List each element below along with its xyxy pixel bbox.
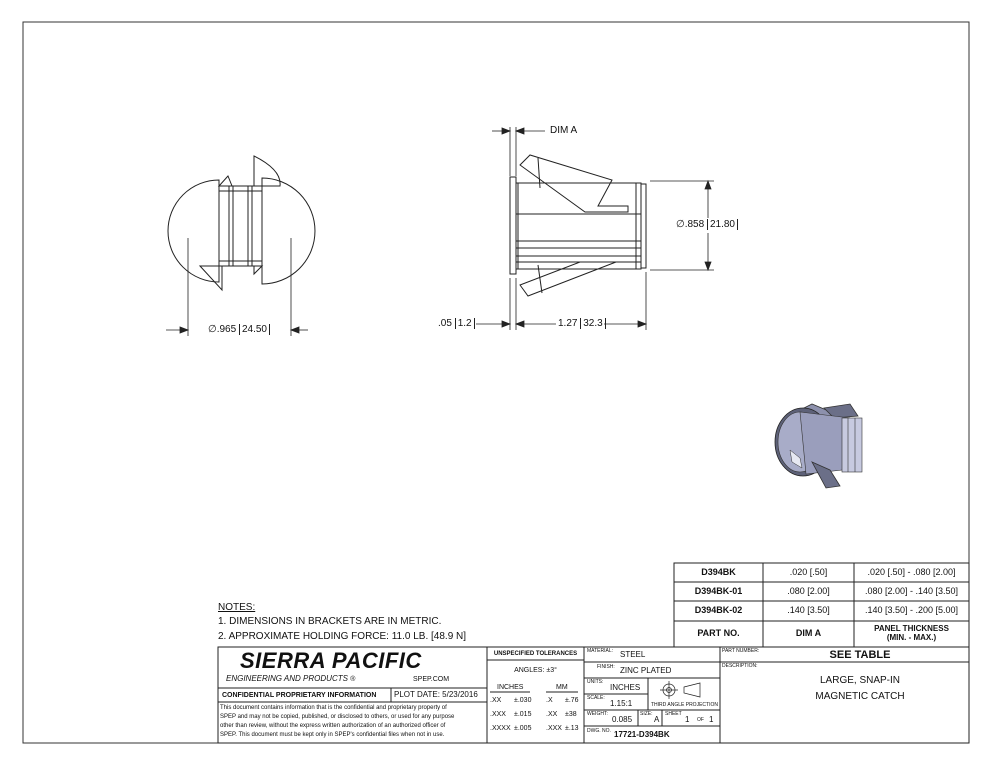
tol-row-3-in-format: .XXXX (490, 725, 511, 732)
tol-row-3-in-value: ±.005 (514, 725, 532, 732)
dim-a-label: DIM A (550, 125, 578, 136)
head-diameter-mm: 24.50 (239, 324, 270, 335)
part-row-2-part: D394BK-01 (694, 586, 743, 596)
tol-row-2-mm-format: .XX (546, 711, 558, 718)
body-diameter-dimension (676, 220, 738, 230)
finish-value: ZINC PLATED (620, 666, 672, 675)
sheet-value: 1 (685, 715, 690, 724)
units-label: UNITS: (587, 679, 604, 685)
company-subtitle (226, 675, 355, 683)
tol-row-1-in-format: .XX (490, 697, 502, 704)
inches-header: INCHES (497, 684, 524, 691)
part-number-value: SEE TABLE (829, 649, 891, 661)
tolerances-title: UNSPECIFIED TOLERANCES (493, 651, 578, 657)
length-inches: 1.27 (558, 318, 578, 329)
part-number-label: PART NUMBER: (722, 648, 760, 654)
diameter-symbol: ∅ (676, 219, 685, 230)
diameter-symbol: ∅ (208, 324, 217, 335)
header-panel-range: (MIN. - MAX.) (886, 633, 937, 642)
part-row-2-panel: .080 [2.00] - .140 [3.50] (864, 586, 959, 596)
sheet-total: 1 (709, 715, 714, 724)
head-diameter-inches: .965 (216, 324, 237, 335)
finish-label: FINISH: (597, 664, 615, 670)
header-dim-a: DIM A (795, 628, 822, 638)
description-line-1: LARGE, SNAP-IN (819, 675, 901, 686)
header-part-no: PART NO. (697, 628, 740, 638)
confidential-line-2: SPEP and may not be copied, published, or disclosed to others, or used for any purpose (220, 714, 455, 720)
head-diameter-dimension (208, 325, 270, 335)
body-diameter-mm: 21.80 (707, 219, 738, 230)
sheet-label: SHEET (665, 711, 682, 717)
plot-date-value: 5/23/2016 (442, 690, 478, 699)
tol-row-3-mm-format: .XXX (546, 725, 562, 732)
length-dimension (558, 319, 606, 329)
note-2: 2. APPROXIMATE HOLDING FORCE: 11.0 LB. [48.9 N] (218, 631, 467, 642)
plot-date (394, 691, 478, 699)
part-row-1-part: D394BK (701, 567, 736, 577)
drawing-number: 17721-D394BK (614, 730, 670, 739)
size-value: A (654, 715, 660, 724)
confidential-line-3: other than review, without the express written authorization of an authorized officer of (220, 723, 446, 729)
weight-label: WEIGHT: (587, 711, 608, 717)
end-view (168, 156, 315, 290)
size-label: SIZE: (640, 711, 653, 717)
tol-row-1-mm-format: .X (546, 697, 553, 704)
registered-mark: ® (350, 676, 356, 683)
material-value: STEEL (620, 650, 646, 659)
tol-row-3-mm-value: ±.13 (565, 725, 579, 732)
weight-value: 0.085 (612, 715, 633, 724)
tol-row-2-in-value: ±.015 (514, 711, 532, 718)
part-row-3-part: D394BK-02 (694, 605, 743, 615)
isometric-view (775, 404, 862, 488)
dwg-label: DWG. NO. (587, 728, 611, 734)
part-row-1-dim-a: .020 [.50] (789, 567, 828, 577)
tol-row-2-mm-value: ±38 (565, 711, 577, 718)
company-sub-text: ENGINEERING AND PRODUCTS (226, 674, 348, 683)
scale-value: 1.15:1 (610, 699, 633, 708)
header-panel-thickness: PANEL THICKNESS (874, 624, 949, 633)
third-angle-projection-symbol (660, 681, 700, 699)
side-view (510, 155, 646, 296)
company-website: SPEP.COM (413, 676, 450, 683)
end-view-dimension (166, 238, 308, 336)
units-value: INCHES (610, 683, 641, 692)
flange-inches: .05 (438, 318, 452, 329)
mm-header: MM (556, 684, 568, 691)
confidential-line-1: This document contains information that is the confidential and proprietary property of (220, 705, 447, 711)
body-diameter-inches: .858 (684, 219, 705, 230)
sheet-of-label: OF (697, 717, 704, 723)
plot-date-label: PLOT DATE: (394, 690, 440, 699)
description-line-2: MAGNETIC CATCH (815, 691, 905, 702)
company-name: SIERRA PACIFIC (240, 648, 422, 673)
tol-row-2-in-format: .XXX (490, 711, 506, 718)
part-row-3-panel: .140 [3.50] - .200 [5.00] (864, 605, 959, 615)
projection-label: THIRD ANGLE PROJECTION (651, 702, 718, 708)
description-label: DESCRIPTION: (722, 663, 758, 669)
part-row-3-dim-a: .140 [3.50] (787, 605, 830, 615)
note-1: 1. DIMENSIONS IN BRACKETS ARE IN METRIC. (218, 616, 442, 627)
angles-tolerance: ANGLES: ±3° (514, 667, 557, 674)
part-row-2-dim-a: .080 [2.00] (787, 586, 830, 596)
confidential-title: CONFIDENTIAL PROPRIETARY INFORMATION (222, 692, 377, 699)
tol-row-1-in-value: ±.030 (514, 697, 532, 704)
tol-row-1-mm-value: ±.76 (565, 697, 579, 704)
flange-mm: 1.2 (455, 318, 475, 329)
scale-label: SCALE: (587, 695, 605, 701)
notes-title: NOTES: (218, 602, 256, 613)
length-mm: 32.3 (580, 318, 605, 329)
flange-dimension (438, 319, 475, 329)
part-row-1-panel: .020 [.50] - .080 [2.00] (867, 567, 956, 577)
material-label: MATERIAL: (587, 648, 614, 654)
confidential-line-4: SPEP. This document must be kept only in SPEP's confidential files when not in use. (220, 732, 445, 738)
